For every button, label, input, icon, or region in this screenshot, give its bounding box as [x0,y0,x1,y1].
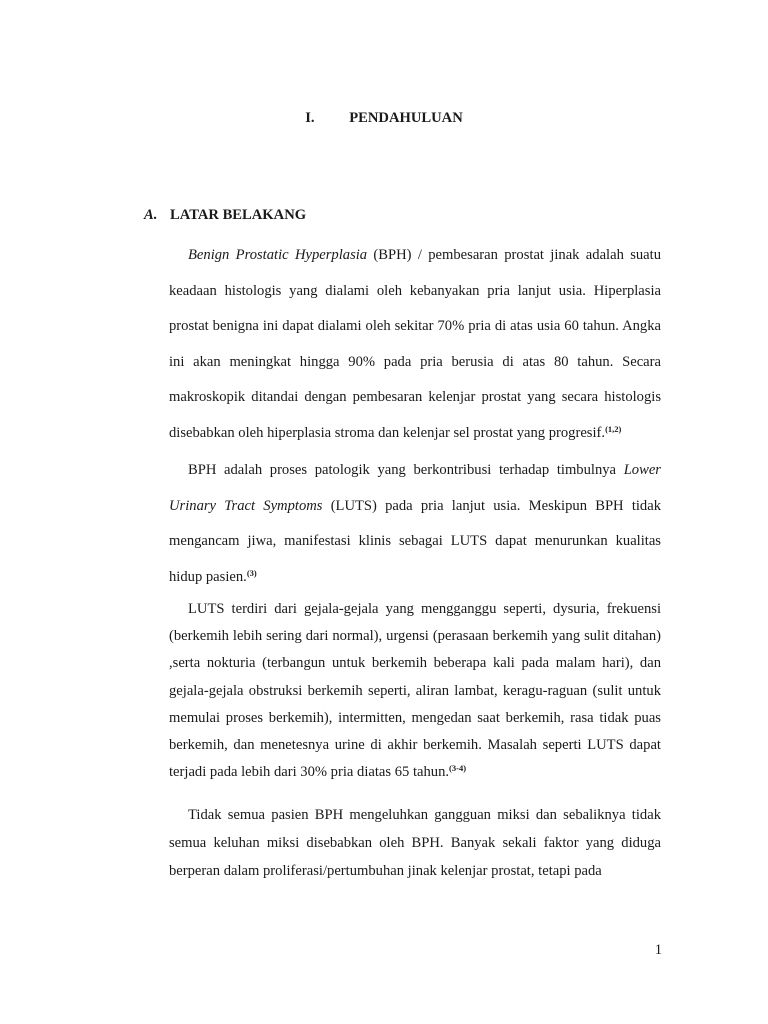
section-letter: A. [144,207,158,223]
citation-ref: (3-4) [449,763,467,774]
page-number: 1 [654,942,662,958]
chapter-heading [0,110,768,127]
section-title: LATAR BELAKANG [170,207,307,223]
paragraph-miksi [169,801,661,885]
paragraph-text: (LUTS) pada pria lanjut usia. Meskipun BPH tidak mengancam jiwa, manifestasi klinis sebagai LUTS dapat menurunkan kualitas hidup pasien. [169,497,661,585]
paragraph-text: LUTS terdiri dari gejala-gejala yang mengganggu seperti, dysuria, frekuensi (berkemih lebih sering dari normal), urgensi (perasaan berkemih yang sulit ditahan) ,serta nokturia (terbangun untuk berkemih beberapa kali pada malam hari), dan gejala-gejala obstruksi berkemih seperti, aliran lambat, keragu-raguan (sulit untuk memulai proses berkemih), intermitten, mengedan saat berkemih, rasa tidak puas berkemih, dan menetesnya urine di akhir berkemih. Masalah seperti LUTS dapat terjadi pada lebih dari 30% pria diatas 65 tahun. [169,601,661,781]
paragraph-text: BPH adalah proses patologik yang berkontribusi terhadap timbulnya [188,462,624,478]
paragraph-bph-definition [169,238,661,451]
paragraph-bph-luts [169,453,661,595]
paragraph-text: Tidak semua pasien BPH mengeluhkan gangguan miksi dan sebaliknya tidak semua keluhan miksi disebabkan oleh BPH. Banyak sekali faktor yang diduga berperan dalam proliferasi/pertumbuhan jinak kelenjar prostat, tetapi pada [169,807,661,879]
term-bph: Benign Prostatic Hyperplasia [188,247,368,263]
chapter-number: I. [305,110,315,126]
citation-ref: (3) [246,567,257,578]
paragraph-text: (BPH) / pembesaran prostat jinak adalah suatu keadaan histologis yang dialami oleh kebanyakan pria lanjut usia. Hiperplasia prostat benigna ini dapat dialami oleh sekitar 70% pria di atas usia 60 tahun. Angka ini akan meningkat hingga 90% pada pria berusia di atas 80 tahun. Secara makroskopik ditandai dengan pembesaran kelenjar prostat yang secara histologis disebabkan oleh hiperplasia stroma dan kelenjar sel prostat yang progresif. [169,247,662,441]
chapter-title: PENDAHULUAN [349,110,463,126]
term-luts: Lower Urinary Tract Symptoms [169,462,661,514]
citation-ref: (1,2) [605,423,622,434]
paragraph-luts-symptoms [169,596,661,786]
section-heading [144,207,306,224]
